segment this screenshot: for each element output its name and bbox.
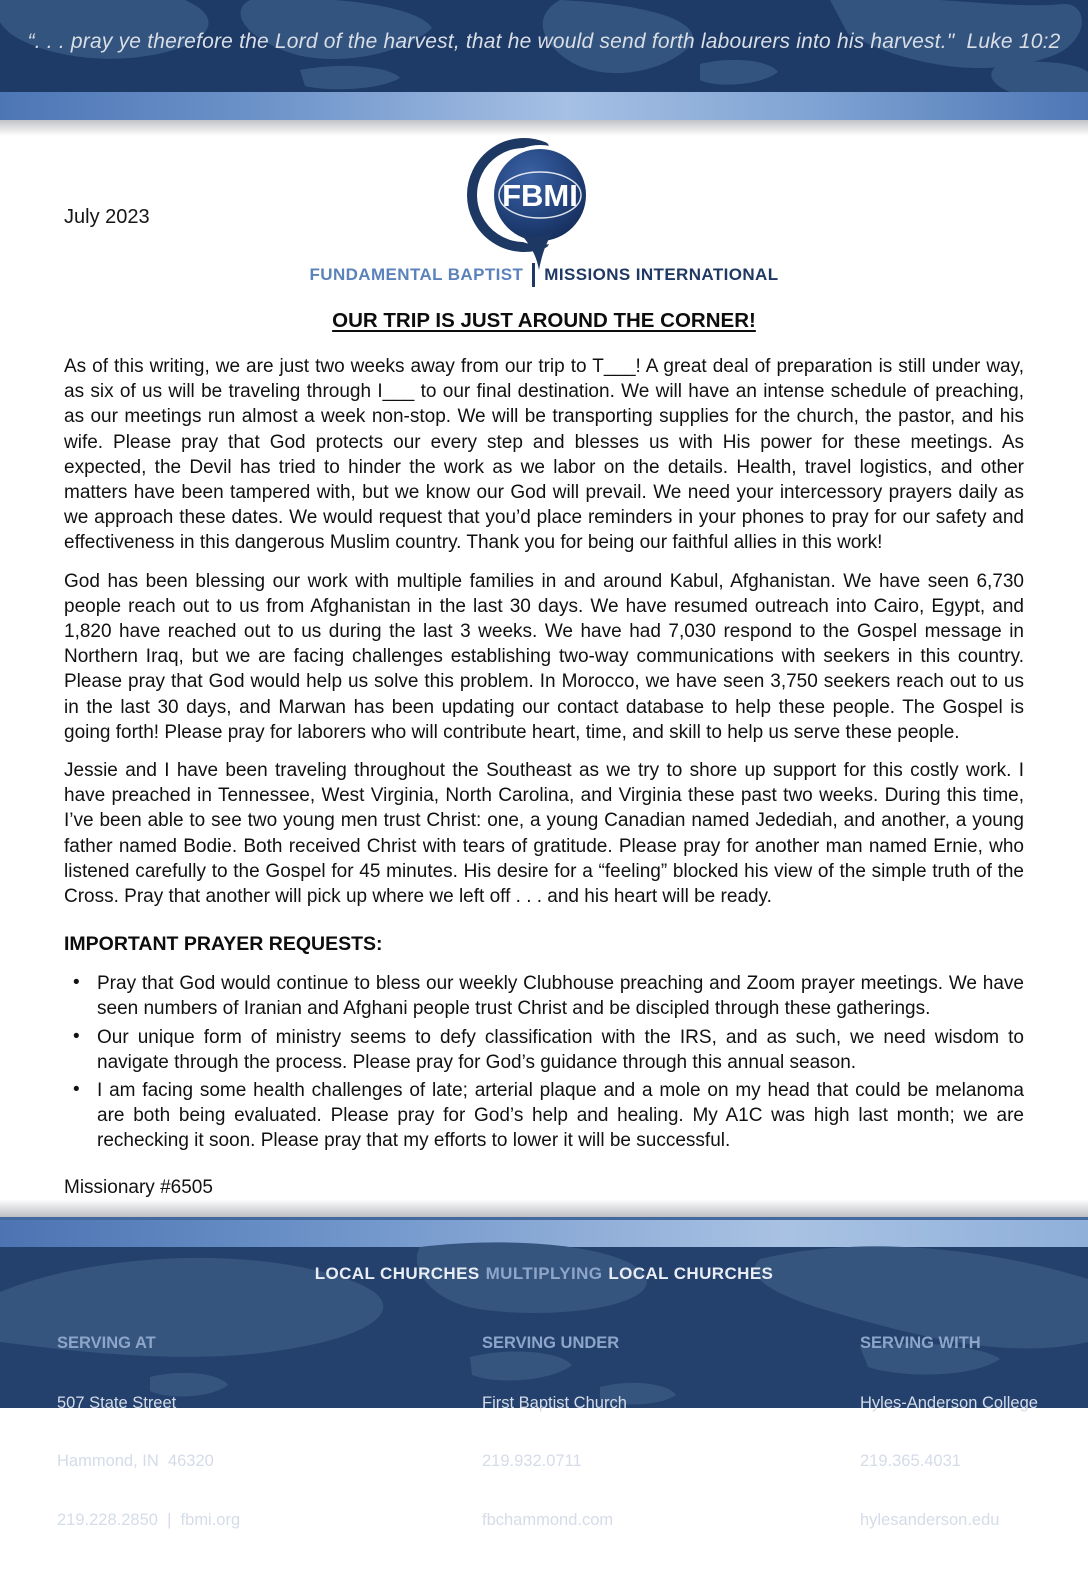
footer-serving-under bbox=[482, 1295, 627, 1569]
tagline-part3: LOCAL CHURCHES bbox=[608, 1264, 774, 1283]
footer-address-line: 507 State Street bbox=[57, 1393, 177, 1412]
top-banner bbox=[0, 0, 1088, 92]
prayer-requests-heading: IMPORTANT PRAYER REQUESTS: bbox=[64, 933, 383, 956]
footer-serving-with bbox=[860, 1295, 1038, 1569]
missionary-signature: Missionary #6505 bbox=[64, 1176, 213, 1198]
prayer-request-item: • I am facing some health challenges of late; arterial plaque and a mole on my head that could be melanoma are both being evaluated. Please pray for God’s help and healing. My A1C was high last month; we are rechecking it soon. Please pray that my efforts to lower it will be successful. bbox=[64, 1078, 1024, 1154]
prayer-request-item: • Our unique form of ministry seems to defy classification with the IRS, and as such, we need wisdom to navigate through the process. Please pray for God’s guidance through this annual season. bbox=[64, 1025, 1024, 1075]
footer-college-name: Hyles-Anderson College bbox=[860, 1393, 1038, 1412]
scripture-verse: “. . . pray ye therefore the Lord of the harvest, that he would send forth labourers into his harvest." Luke 10:2 bbox=[27, 30, 1061, 53]
footer-serving-at bbox=[57, 1295, 240, 1569]
letter-body bbox=[64, 354, 1024, 1199]
footer-website: hylesanderson.edu bbox=[860, 1510, 1000, 1529]
tagline-part1: LOCAL CHURCHES bbox=[314, 1264, 480, 1283]
bottom-accent-bar bbox=[0, 1217, 1088, 1247]
prayer-requests-list bbox=[64, 971, 1024, 1153]
logo-acronym: FBMI bbox=[502, 178, 578, 213]
wordmark-left: FUNDAMENTAL BAPTIST bbox=[309, 265, 524, 284]
wordmark-right: MISSIONS INTERNATIONAL bbox=[544, 265, 779, 284]
footer-address-line: Hammond, IN 46320 bbox=[57, 1452, 214, 1470]
top-shadow bbox=[0, 120, 1088, 136]
wordmark-divider bbox=[532, 263, 535, 287]
top-accent-bar bbox=[0, 92, 1088, 120]
newsletter-title: OUR TRIP IS JUST AROUND THE CORNER! bbox=[332, 309, 756, 332]
paragraph-outreach: God has been blessing our work with multiple families in and around Kabul, Afghanistan. We have seen 6,730 people reach out to us from Afghanistan in the last 30 days. We have resumed outreach into Cairo, Egypt, and 1,820 have reached out to us during the last 3 weeks. We have had 7,030 respond to the Gospel message in Northern Iraq, but we are facing challenges establishing two-way communications with seekers in this country. Please pray that God would help us solve this problem. In Morocco, we have seen 3,750 seekers reach out to us in the last 30 days, and Marwan has been updating our contact database to help these people. The Gospel is going forth! Please pray for laborers who will contribute heart, time, and skill to help us serve these people. bbox=[64, 570, 1024, 743]
footer bbox=[0, 1247, 1088, 1529]
footer-website: fbchammond.com bbox=[482, 1510, 614, 1529]
footer-phone-website: 219.228.2850 | fbmi.org bbox=[57, 1510, 241, 1529]
prayer-request-item: • Pray that God would continue to bless our weekly Clubhouse preaching and Zoom prayer meetings. We have seen numbers of Iranian and Afghani people trust Christ and be discipled through these gatherings. bbox=[64, 971, 1024, 1021]
footer-column-label: SERVING AT bbox=[57, 1334, 156, 1352]
footer-church-name: First Baptist Church bbox=[482, 1393, 627, 1412]
footer-phone: 219.932.0711 bbox=[482, 1452, 582, 1470]
bottom-shadow bbox=[0, 1199, 1088, 1217]
tagline-part2: MULTIPLYING bbox=[485, 1264, 603, 1283]
paragraph-trip: As of this writing, we are just two weeks away from our trip to T___! A great deal of preparation is still under way, as six of us will be traveling through I___ to our final destination. We will have an intense schedule of preaching, as our meetings run almost a week non-stop. We will be transporting supplies for the church, the pastor, and his wife. Please pray that God protects our every step and blesses us with His power for these meetings. As expected, the Devil has tried to hinder the work as we labor on the details. Health, travel logistics, and other matters have been tampered with, but we know our God will prevail. We need your intercessory prayers daily as we approach these dates. We would request that you’d place reminders in your phones to pray for our safety and effectiveness in this dangerous Muslim country. Thank you for being our faithful allies in this work! bbox=[64, 356, 1024, 554]
footer-column-label: SERVING UNDER bbox=[482, 1334, 620, 1352]
footer-phone: 219.365.4031 bbox=[860, 1452, 961, 1470]
logo-wordmark bbox=[0, 263, 1088, 287]
footer-column-label: SERVING WITH bbox=[860, 1334, 981, 1352]
paragraph-travels: Jessie and I have been traveling throughout the Southeast as we try to shore up support for this costly work. I have preached in Tennessee, West Virginia, North Carolina, and Virginia these past two weeks. During this time, I’ve been able to see two young men trust Christ: one, a young Canadian named Jedediah, and another, a young father named Bodie. Both received Christ with tears of gratitude. Please pray for another man named Ernie, who listened carefully to the Gospel for 45 minutes. His desire for a “feeling” blocked his view of the simple truth of the Cross. Pray that another will pick up where we left off . . . and his heart will be ready. bbox=[64, 760, 1024, 908]
footer-tagline bbox=[0, 1264, 1088, 1284]
newsletter-date: July 2023 bbox=[64, 206, 150, 228]
fbmi-logo-icon bbox=[456, 142, 616, 279]
